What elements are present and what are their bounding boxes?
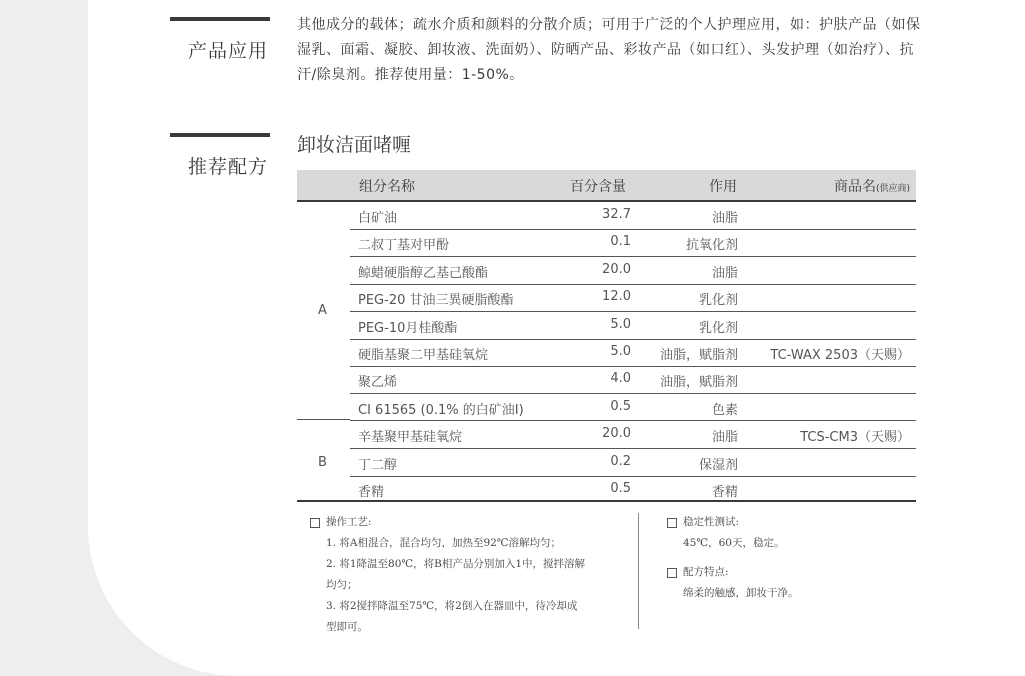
table-row bbox=[350, 202, 916, 230]
checkbox-icon bbox=[310, 518, 320, 528]
stability-text: 45℃，60天，稳定。 bbox=[683, 537, 785, 549]
cell-brand: TCS-CM3（天赐） bbox=[800, 430, 910, 446]
cell-name: 白矿油 bbox=[358, 211, 398, 226]
header-brand bbox=[834, 176, 910, 196]
table-bottom-rule bbox=[297, 500, 916, 502]
cell-name: 鲸蜡硬脂醇乙基己酸酯 bbox=[358, 265, 489, 281]
header-function: 作用 bbox=[709, 179, 737, 195]
header-name: 组分名称 bbox=[359, 179, 415, 195]
cell-name: 丁二醇 bbox=[358, 457, 398, 473]
header-percent: 百分含量 bbox=[570, 179, 626, 195]
cell-percent: 4.0 bbox=[610, 371, 631, 387]
cell-name: CI 61565 (0.1% 的白矿油I) bbox=[358, 402, 524, 418]
table-row bbox=[350, 421, 916, 449]
cell-percent: 12.0 bbox=[602, 289, 631, 305]
table-row bbox=[350, 284, 916, 312]
cell-function: 油脂，赋脂剂 bbox=[659, 375, 738, 391]
feature-text: 绵柔的触感，卸妆干净。 bbox=[683, 587, 799, 599]
group-label-a: A bbox=[318, 303, 327, 318]
section-rule bbox=[170, 17, 270, 21]
cell-percent: 0.5 bbox=[610, 481, 631, 496]
table-row bbox=[350, 312, 916, 340]
cell-name: PEG-20 甘油三異硬脂酸酯 bbox=[358, 293, 514, 309]
process-line: 型即可。 bbox=[326, 621, 368, 633]
table-row bbox=[350, 449, 916, 477]
cell-percent: 0.2 bbox=[610, 453, 631, 469]
table-row bbox=[350, 366, 916, 394]
process-notes bbox=[310, 512, 630, 638]
cell-function: 乳化剂 bbox=[698, 320, 738, 336]
process-title: 操作工艺: bbox=[326, 516, 372, 528]
process-line: 2. 将1降温至80℃，将B相产品分别加入1中，搅拌溶解 bbox=[326, 558, 586, 570]
cell-function: 乳化剂 bbox=[698, 293, 738, 309]
notes-divider bbox=[638, 513, 639, 629]
cell-name: 香精 bbox=[358, 485, 385, 500]
cell-percent: 5.0 bbox=[610, 344, 631, 359]
recipe-title: 卸妆洁面啫喱 bbox=[297, 134, 412, 156]
group-label-b: B bbox=[318, 455, 327, 470]
table-row bbox=[350, 229, 916, 257]
table-row bbox=[350, 476, 916, 503]
table-row bbox=[350, 394, 916, 421]
checkbox-icon bbox=[667, 568, 677, 578]
cell-name: 聚乙烯 bbox=[358, 375, 398, 391]
cell-function: 油脂 bbox=[711, 430, 738, 446]
cell-name: 硬脂基聚二甲基硅氧烷 bbox=[358, 348, 489, 363]
feature-title: 配方特点: bbox=[683, 566, 729, 578]
stability-notes bbox=[667, 512, 917, 604]
cell-function: 色素 bbox=[711, 402, 738, 418]
cell-function: 保湿剂 bbox=[698, 457, 738, 473]
section-rule bbox=[170, 133, 270, 137]
header-brand-label: 商品名 bbox=[833, 179, 876, 195]
cell-percent: 20.0 bbox=[602, 261, 631, 277]
section-title-formula: 推荐配方 bbox=[188, 156, 269, 178]
cell-percent: 0.1 bbox=[610, 234, 631, 250]
header-brand-note: (供应商) bbox=[875, 184, 910, 194]
section-title-application: 产品应用 bbox=[188, 40, 269, 62]
cell-function: 油脂，赋脂剂 bbox=[659, 348, 738, 363]
table-row bbox=[350, 339, 916, 367]
cell-name: 辛基聚甲基硅氧烷 bbox=[358, 430, 463, 446]
cell-percent: 32.7 bbox=[602, 207, 631, 222]
cell-function: 香精 bbox=[711, 485, 738, 500]
cell-percent: 5.0 bbox=[610, 316, 631, 332]
cell-function: 抗氧化剂 bbox=[685, 238, 738, 254]
application-text: 其他成分的载体；疏水介质和颜料的分散介质；可用于广泛的个人护理应用，如：护肤产品（如保湿乳、面霜、凝胶、卸妆液、洗面奶）、防晒产品、彩妆产品（如口红）、头发护理（如治疗）、抗汗/除臭剂。推荐使用量：1-50%。 bbox=[297, 17, 921, 83]
cell-brand: TC-WAX 2503（天赐） bbox=[770, 348, 910, 363]
process-line: 均匀； bbox=[326, 579, 358, 591]
cell-name: 二叔丁基对甲酚 bbox=[358, 238, 450, 254]
cell-name: PEG-10月桂酸酯 bbox=[358, 320, 458, 336]
table-row bbox=[350, 257, 916, 285]
process-line: 1. 将A相混合，混合均匀，加热至92℃溶解均匀； bbox=[326, 537, 562, 549]
cell-percent: 0.5 bbox=[610, 398, 631, 414]
checkbox-icon bbox=[667, 518, 677, 528]
group-separator bbox=[297, 419, 350, 420]
table-header bbox=[297, 170, 916, 202]
cell-function: 油脂 bbox=[711, 211, 738, 226]
process-line: 3. 将2搅拌降温至75℃，将2倒入在器皿中，待冷却成 bbox=[326, 600, 578, 612]
stability-title: 稳定性测试: bbox=[683, 516, 740, 528]
cell-percent: 20.0 bbox=[602, 426, 631, 442]
cell-function: 油脂 bbox=[711, 265, 738, 281]
